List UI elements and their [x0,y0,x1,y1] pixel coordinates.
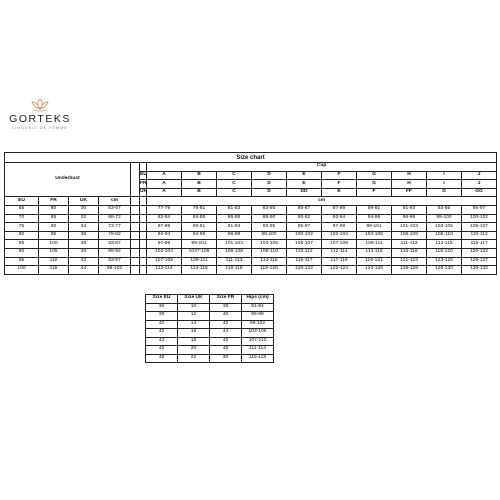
underbust-label: Underbust [5,163,131,197]
bust-cm-cell: 85-87 [287,205,322,214]
hips-cell: 30 [210,354,242,363]
cup-letter: D [252,188,287,197]
bust-cm-cell: 94-96 [357,214,392,223]
bust-cm-cell: 91-93 [217,223,252,232]
hips-cell: 36 [146,303,178,312]
table-row [146,320,274,329]
band-uk-cell: 32 [69,214,99,223]
cup-letter: J [462,171,497,180]
band-fr-cell: 105 [39,248,69,257]
cup-label: Cup [147,163,497,172]
bust-cm-cell: 115-117 [462,240,497,249]
table-row [5,240,497,249]
blank-cell [140,205,147,214]
bust-cm-cell: 128-130 [427,266,462,275]
table-row [146,346,274,355]
cup-system-label: FR [140,180,147,189]
cup-letter: J [462,180,497,189]
bust-cm-cell: 107-109 [322,240,357,249]
spacer-cell [131,240,140,249]
bust-cm-cell: 116-118 [392,248,427,257]
cup-header-row [5,163,497,172]
brand-logo [0,98,80,130]
band-header: UK [69,197,99,206]
hips-cell: 46 [146,346,178,355]
bust-cm-cell: 93-95 [252,223,287,232]
bust-cm-cell: 100-102 [462,214,497,223]
bust-cm-cell: 87-89 [147,223,182,232]
bust-cm-cell: 98-100 [427,214,462,223]
bust-cm-cell: 96-98 [392,214,427,223]
bust-cm-cell: 89-91 [357,205,392,214]
cup-letter: G [427,188,462,197]
cup-letter: D [252,180,287,189]
bust-cm-cell: 97-99 [322,223,357,232]
hips-cell: 107-110 [242,337,274,346]
bust-cm-cell: 107-109 [147,257,182,266]
bust-cm-cell: 102-104 [322,231,357,240]
cup-letter: E [287,180,322,189]
bust-cm-cell: 112-114 [322,248,357,257]
table-row [5,257,497,266]
bust-cm-cell: 91-93 [392,205,427,214]
bust-cm-cell: 94-96 [182,231,217,240]
band-eu-cell: 85 [5,240,39,249]
bust-cm-cell: 113-115 [427,240,462,249]
hips-cell: 99-102 [242,320,274,329]
bust-cm-cell: 98-100 [252,231,287,240]
bust-cm-cell: 97-99 [147,240,182,249]
hips-cell: 14 [178,320,210,329]
bust-cm-cell: 96-98 [217,231,252,240]
band-cm-cell: 78-82 [99,231,131,240]
hips-header-cell: Size FR [210,295,242,304]
table-row [146,337,274,346]
bust-cm-cell: 111-113 [217,257,252,266]
cup-system-label: UK [140,188,147,197]
hips-cell: 95-98 [242,312,274,321]
bust-cm-cell: 101-103 [217,240,252,249]
blank-cell [140,240,147,249]
bust-cm-cell: 93-95 [427,205,462,214]
cup-letter: B [182,188,217,197]
hips-cell: 18 [178,337,210,346]
cup-letter: H [392,171,427,180]
cup-letter: E [287,171,322,180]
hips-cell: 111-114 [242,346,274,355]
bust-cm-cell: 120-122 [287,266,322,275]
band-cm-cell: 83-97 [99,257,131,266]
blank-cell [140,248,147,257]
hips-cell: 44 [146,337,178,346]
spacer-cell [131,214,140,223]
band-uk-cell: 34 [69,223,99,232]
bust-cm-cell: 118-120 [427,248,462,257]
blank-cell [140,266,147,275]
band-eu-cell: 75 [5,223,39,232]
bust-cm-cell: 113-115 [252,257,287,266]
bust-cm-cell: 95-97 [462,205,497,214]
bust-cm-cell: 104-106 [357,231,392,240]
hips-header-cell: Hips (cm) [242,295,274,304]
band-eu-cell: 95 [5,257,39,266]
bust-cm-cell: 115-117 [287,257,322,266]
cup-letter: FF [392,188,427,197]
bust-cm-cell: 1047-106 [182,248,217,257]
band-uk-cell: 44 [69,266,99,275]
bust-cm-cell: 111-113 [392,240,427,249]
band-fr-cell: 115 [39,266,69,275]
hips-cell: 48 [146,354,178,363]
spacer-cell [131,205,140,214]
cup-letter: F [357,188,392,197]
hips-cell: 91-94 [242,303,274,312]
band-uk-cell: 30 [69,205,99,214]
table-row [146,329,274,338]
hips-cell: 46 [210,337,242,346]
blank-cell [140,257,147,266]
bust-cm-cell: 89-91 [182,223,217,232]
bust-cm-cell: 130-132 [462,266,497,275]
cup-letter: G [357,180,392,189]
bust-cm-cell: 84-86 [182,214,217,223]
band-uk-cell: 40 [69,248,99,257]
cup-letter: C [217,171,252,180]
band-eu-cell: 80 [5,231,39,240]
bust-cm-cell: 102-104 [147,248,182,257]
bust-cm-cell: 83-85 [252,205,287,214]
table-row [5,223,497,232]
bust-cm-cell: 109-111 [182,257,217,266]
band-eu-cell: 70 [5,214,39,223]
bust-cm-cell: 123-125 [427,257,462,266]
band-fr-cell: 90 [39,223,69,232]
cup-letter: F [322,180,357,189]
table-row [5,266,497,275]
hips-cell: 44 [210,329,242,338]
bust-cm-cell: 79-81 [182,205,217,214]
spacer-cell [131,163,140,197]
hips-cell: 38 [210,303,242,312]
hips-cell: 10 [178,303,210,312]
bust-cm-cell: 110-112 [287,248,322,257]
band-uk-cell: 36 [69,231,99,240]
bust-cm-cell: 121-123 [392,257,427,266]
band-eu-cell: 90 [5,248,39,257]
bust-cm-cell: 117-119 [322,257,357,266]
bust-cm-cell: 88-90 [252,214,287,223]
bust-cm-cell: 122-124 [322,266,357,275]
cup-letter: I [427,171,462,180]
band-fr-cell: 100 [39,240,69,249]
band-eu-cell: 65 [5,205,39,214]
band-header: EU [5,197,39,206]
lotus-logo-icon [29,98,51,112]
bust-cm-cell: 86-88 [217,214,252,223]
blank-cell [140,231,147,240]
hips-cell: 22 [178,354,210,363]
blank-cell [140,214,147,223]
hips-header-cell: Size UK [178,295,210,304]
band-fr-cell: 80 [39,205,69,214]
cup-letter: A [147,171,182,180]
bust-cm-cell: 101-103 [392,223,427,232]
blank-cell [140,223,147,232]
bust-cm-cell: 108-110 [252,248,287,257]
cm-label: cm [147,197,497,206]
bust-cm-cell: 92-94 [322,214,357,223]
band-fr-cell: 95 [39,231,69,240]
spacer-cell [131,257,140,266]
cup-letter: A [147,188,182,197]
bust-cm-cell: 92-94 [147,231,182,240]
bust-cm-cell: 81-83 [217,205,252,214]
band-uk-cell: 42 [69,257,99,266]
hips-cell: 48 [210,346,242,355]
hips-cell: 103-106 [242,329,274,338]
band-fr-cell: 85 [39,214,69,223]
cup-letter: D [252,171,287,180]
hips-header-row [146,295,274,304]
bust-cm-cell: 110-112 [462,231,497,240]
hips-cell: 40 [146,320,178,329]
cup-letter: C [217,180,252,189]
bust-cm-cell: 105-107 [462,223,497,232]
cup-letter: F [322,171,357,180]
brand-tagline: LINGERIE DE FEMME [12,126,68,130]
table-row [5,231,497,240]
cup-letter: GG [462,188,497,197]
hips-cell: 42 [146,329,178,338]
bust-cm-cell: 87-89 [322,205,357,214]
hips-size-table [145,294,274,363]
bust-cm-cell: 77-79 [147,205,182,214]
band-cm-cell: 98-102 [99,266,131,275]
bust-cm-cell: 120-122 [462,248,497,257]
size-chart-title-row [5,153,497,163]
cup-letter: G [357,171,392,180]
hips-cell: 16 [178,329,210,338]
bust-cm-cell: 109-111 [357,240,392,249]
band-cm-cell: 88-92 [99,248,131,257]
cup-letter: H [392,180,427,189]
band-header: FR [39,197,69,206]
spacer-cell [131,231,140,240]
bust-cm-cell: 103-105 [427,223,462,232]
spacer-cell [131,266,140,275]
bust-cm-cell: 90-92 [287,214,322,223]
table-row [146,303,274,312]
hips-header-cell: Size EU [146,295,178,304]
cup-system-label: EU [140,171,147,180]
bust-cm-cell: 124-126 [357,266,392,275]
cup-letter: E [322,188,357,197]
bust-cm-cell: 116-118 [217,266,252,275]
bust-cm-cell: 126-128 [392,266,427,275]
cup-letter: DD [287,188,322,197]
hips-cell: 42 [210,320,242,329]
band-cm-cell: 63-67 [99,205,131,214]
band-cm-cell: 73-77 [99,223,131,232]
size-chart-title: Size chart [5,153,497,163]
spacer-cell [131,197,140,206]
bust-cm-cell: 99-101 [357,223,392,232]
bust-cm-cell: 99-101 [182,240,217,249]
band-cm-cell: 68-72 [99,214,131,223]
spacer-cell [131,223,140,232]
bust-cm-cell: 112-114 [147,266,182,275]
bust-cm-cell: 114-116 [357,248,392,257]
hips-cell: 20 [178,346,210,355]
brand-name: GORTEKS [9,113,71,125]
bust-cm-cell: 108-110 [427,231,462,240]
hips-cell: 40 [210,312,242,321]
band-cm-cell: 83-87 [99,240,131,249]
bust-cm-cell: 82-84 [147,214,182,223]
blank-cell [140,163,147,172]
hips-cell: 12 [178,312,210,321]
size-chart-table [4,152,497,275]
hips-cell: 38 [146,312,178,321]
table-row [5,214,497,223]
bust-cm-cell: 114-116 [182,266,217,275]
cup-letter: C [217,188,252,197]
cup-letter: I [427,180,462,189]
bust-cm-cell: 125-127 [462,257,497,266]
bust-cm-cell: 100-102 [287,231,322,240]
band-uk-cell: 38 [69,240,99,249]
cup-letter: B [182,171,217,180]
bust-cm-cell: 106-108 [392,231,427,240]
cup-letter: B [182,180,217,189]
bust-cm-cell: 105-107 [287,240,322,249]
band-header-row [5,197,497,206]
table-row [146,312,274,321]
table-row [5,248,497,257]
bust-cm-cell: 103-105 [252,240,287,249]
spacer-cell [131,248,140,257]
blank-cell [140,197,147,206]
bust-cm-cell: 106-108 [217,248,252,257]
cup-letter: A [147,180,182,189]
table-row [5,205,497,214]
bust-cm-cell: 118-120 [252,266,287,275]
table-row [146,354,274,363]
band-eu-cell: 100 [5,266,39,275]
band-header: cm [99,197,131,206]
band-fr-cell: 110 [39,257,69,266]
bust-cm-cell: 95-97 [287,223,322,232]
bust-cm-cell: 119-121 [357,257,392,266]
hips-cell: 115-118 [242,354,274,363]
